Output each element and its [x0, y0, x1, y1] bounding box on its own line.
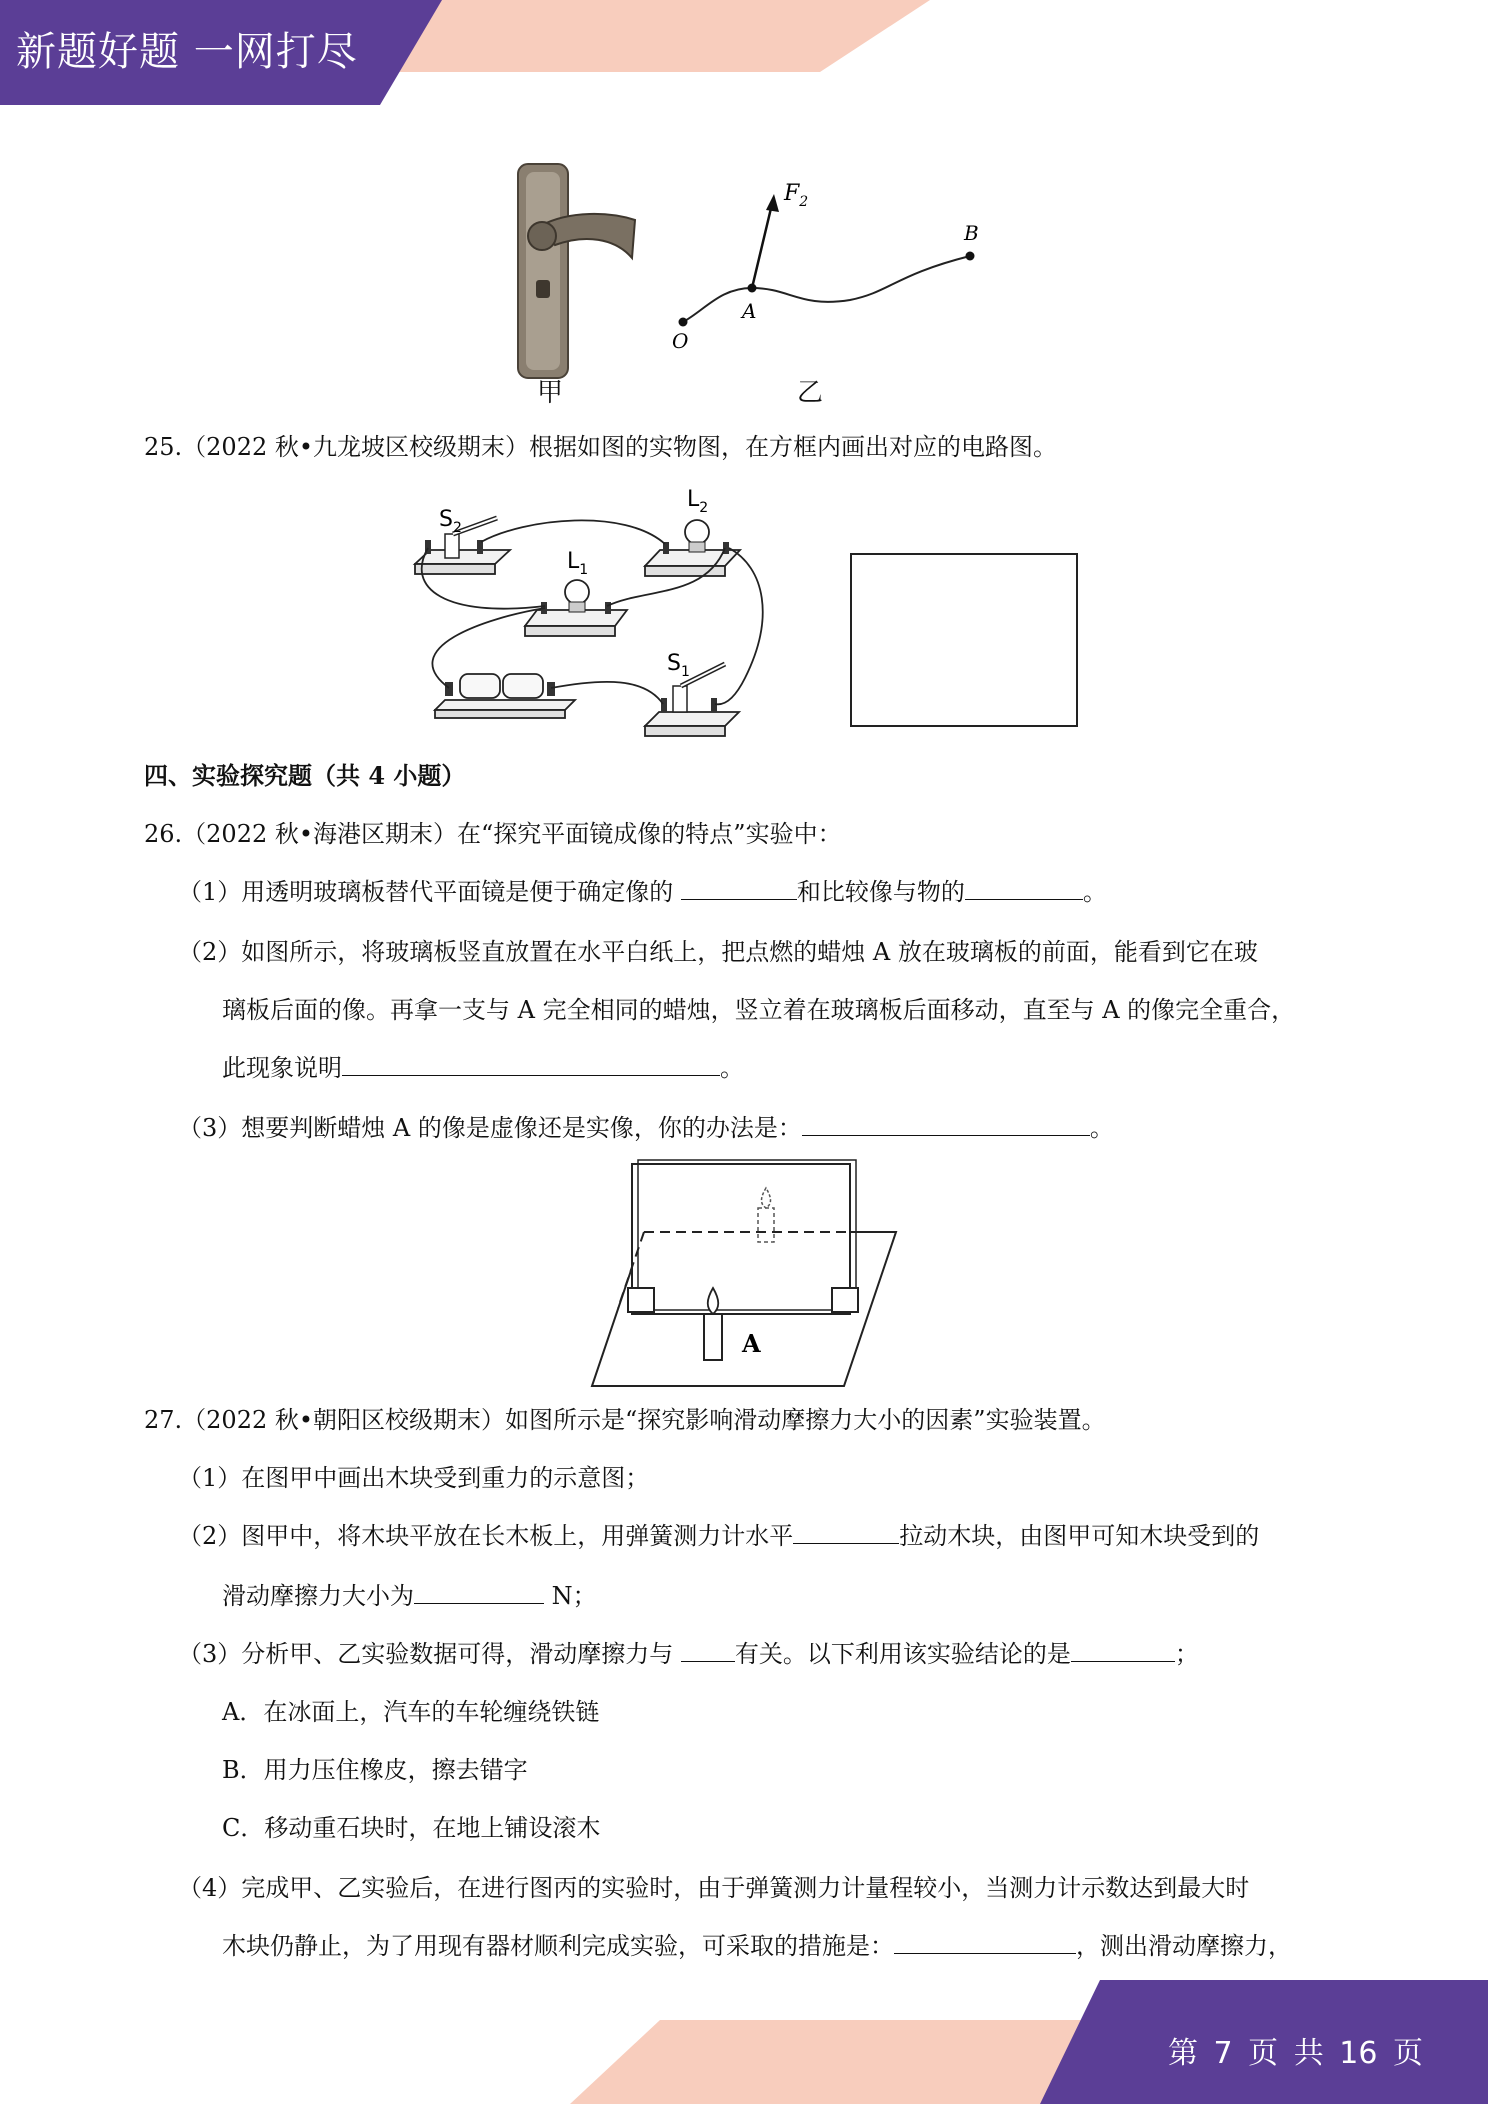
- q26-p1-text-c: 。: [1082, 878, 1107, 906]
- label-O: O: [672, 329, 689, 353]
- q26-p3-text-b: 。: [1089, 1114, 1114, 1142]
- q26-blank-2[interactable]: [965, 876, 1083, 900]
- q27-p2-text-d: N；: [544, 1582, 597, 1610]
- q26-part2-line2: 璃板后面的像。再拿一支与 A 完全相同的蜡烛，竖立着在玻璃板后面移动，直至与 A 的像完全重合，: [222, 996, 1296, 1024]
- q27-blank-2[interactable]: [414, 1580, 544, 1604]
- q27-part2-line1: [178, 1520, 1259, 1552]
- q26-blank-1[interactable]: [681, 876, 797, 900]
- label-L2: $L_2$: [687, 487, 709, 516]
- q27-p4-text-b: ，测出滑动摩擦力，: [1076, 1932, 1292, 1960]
- q27-part2-line2: [222, 1580, 597, 1612]
- caption-yi: 乙: [797, 378, 824, 408]
- q27-p2-text-b: 拉动木块，由图甲可知木块受到的: [899, 1522, 1260, 1550]
- q27-p2-text-c: 滑动摩擦力大小为: [222, 1582, 414, 1610]
- header-title: 新题好题 一网打尽: [16, 29, 358, 75]
- label-candle-A: A: [742, 1329, 761, 1358]
- circuit-diagram-answer-box: [850, 553, 1078, 727]
- glass-plate: [632, 1164, 850, 1314]
- q26-p2-text-b: 。: [720, 1054, 744, 1082]
- q27-p3-text-b: 有关。以下利用该实验结论的是: [734, 1640, 1071, 1668]
- force-F2-arrow: [752, 204, 772, 288]
- q26-p3-text-a: （3）想要判断蜡烛 A 的像是虚像还是实像，你的办法是：: [178, 1114, 802, 1142]
- label-S1: $S_1$: [667, 651, 690, 680]
- label-A: A: [742, 299, 757, 323]
- q27-part4-line2: [222, 1930, 1292, 1962]
- page-number: 第 7 页 共 16 页: [1168, 2036, 1423, 2071]
- q27-option-b: B．用力压住橡皮，擦去错字: [222, 1756, 528, 1784]
- candle-A: [704, 1314, 722, 1360]
- plane-mirror-figure: [588, 1158, 908, 1390]
- q27-blank-5[interactable]: [894, 1930, 1076, 1954]
- q26-blank-3[interactable]: [342, 1052, 720, 1076]
- q26-blank-4[interactable]: [802, 1112, 1090, 1136]
- lever-curve: [683, 256, 970, 322]
- point-O: [679, 318, 688, 327]
- label-L1: $L_1$: [567, 549, 589, 578]
- q27-option-a: A．在冰面上，汽车的车轮缠绕铁链: [222, 1698, 600, 1726]
- q27-p3-text-c: ；: [1174, 1640, 1199, 1668]
- q27-blank-4[interactable]: [1071, 1638, 1175, 1662]
- q27-part4-line1: （4）完成甲、乙实验后，在进行图丙的实验时，由于弹簧测力计量程较小，当测力计示数达到最大时: [178, 1874, 1250, 1902]
- q26-stem: 26.（2022 秋•海港区期末）在“探究平面镜成像的特点”实验中：: [144, 820, 842, 848]
- point-B: [966, 252, 975, 261]
- label-S2: $S_2$: [439, 507, 462, 536]
- q27-part3: [178, 1638, 1199, 1670]
- q26-part1: [178, 876, 1107, 908]
- door-handle-lever-figure: [500, 150, 1060, 410]
- q27-p4-text-a: 木块仍静止，为了用现有器材顺利完成实验，可采取的措施是：: [222, 1932, 894, 1960]
- q27-part1: （1）在图甲中画出木块受到重力的示意图；: [178, 1464, 650, 1492]
- q26-part2-line1: （2）如图所示，将玻璃板竖直放置在水平白纸上，把点燃的蜡烛 A 放在玻璃板的前面，能看到它在玻: [178, 938, 1258, 966]
- q26-p2-text-a: 此现象说明: [222, 1054, 342, 1082]
- q25-text: 25.（2022 秋•九龙坡区校级期末）根据如图的实物图，在方框内画出对应的电路图。: [144, 433, 1058, 461]
- q27-blank-1[interactable]: [793, 1520, 899, 1544]
- q27-option-c: C．移动重石块时，在地上铺设滚木: [222, 1814, 601, 1842]
- q26-part2-line3: [222, 1052, 744, 1084]
- label-B: B: [964, 221, 979, 245]
- q26-p1-text-a: （1）用透明玻璃板替代平面镜是便于确定像的: [178, 878, 681, 906]
- caption-jia: 甲: [537, 378, 564, 408]
- q26-part3: [178, 1112, 1114, 1144]
- q27-p3-text-a: （3）分析甲、乙实验数据可得，滑动摩擦力与: [178, 1640, 681, 1668]
- section-4-title: 四、实验探究题（共 4 小题）: [144, 761, 466, 790]
- label-F2: $F_2$: [784, 181, 809, 210]
- q27-stem: 27.（2022 秋•朝阳区校级期末）如图所示是“探究影响滑动摩擦力大小的因素”实验装置。: [144, 1406, 1106, 1434]
- q27-p2-text-a: （2）图甲中，将木块平放在长木板上，用弹簧测力计水平: [178, 1522, 794, 1550]
- q27-blank-3[interactable]: [681, 1638, 735, 1662]
- q26-p1-text-b: 和比较像与物的: [796, 878, 965, 906]
